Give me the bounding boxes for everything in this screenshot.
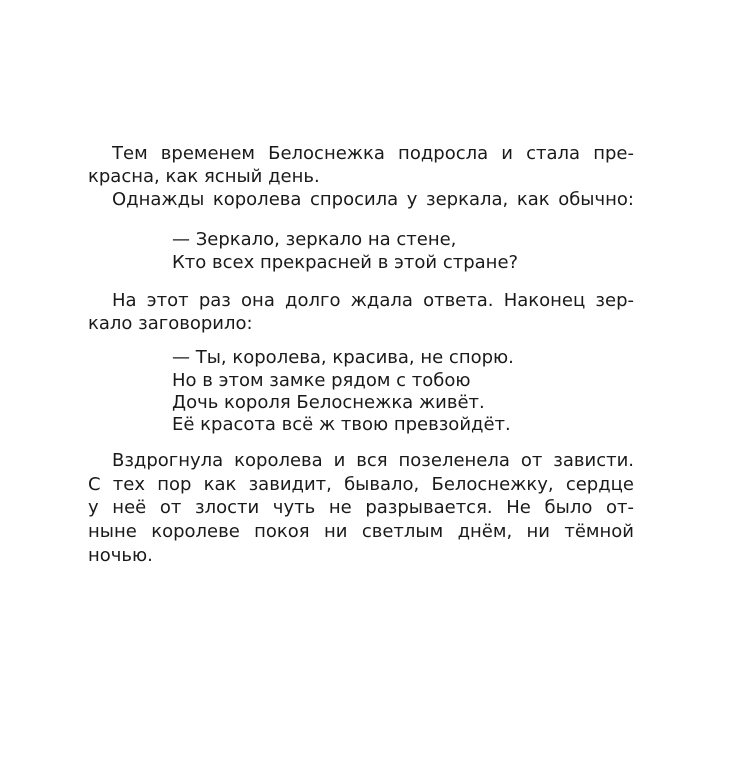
verse-2-line-3: Дочь короля Белоснежка живёт.: [172, 392, 485, 413]
verse-2-line-1: — Ты, королева, красива, не спорю.: [172, 347, 514, 368]
paragraph-1-line-1: Тем временем Белоснежка подросла и стала пре-: [112, 143, 634, 164]
paragraph-4-line-3: у неё от злости чуть не разрывается. Не было от-: [88, 497, 634, 518]
verse-2-line-4: Её красота всё ж твою превзойдёт.: [172, 414, 511, 435]
paragraph-3-line-2: кало заговорило:: [88, 313, 253, 334]
verse-1-line-1: — Зеркало, зеркало на стене,: [172, 229, 457, 250]
paragraph-4-line-4: ныне королеве покоя ни светлым днём, ни тёмной: [88, 521, 634, 542]
paragraph-4-line-1: Вздрогнула королева и вся позеленела от зависти.: [112, 450, 634, 471]
paragraph-3-line-1: На этот раз она долго ждала ответа. Наконец зер-: [112, 290, 634, 311]
paragraph-2-line-1: Однажды королева спросила у зеркала, как обычно:: [112, 189, 634, 210]
paragraph-4-line-2: С тех пор как завидит, бывало, Белоснежку, сердце: [88, 474, 634, 495]
verse-2-line-2: Но в этом замке рядом с тобою: [172, 370, 471, 391]
verse-1-line-2: Кто всех прекрасней в этой стране?: [172, 252, 519, 273]
paragraph-1-line-2: красна, как ясный день.: [88, 166, 320, 187]
paragraph-4-line-5: ночью.: [88, 545, 153, 566]
